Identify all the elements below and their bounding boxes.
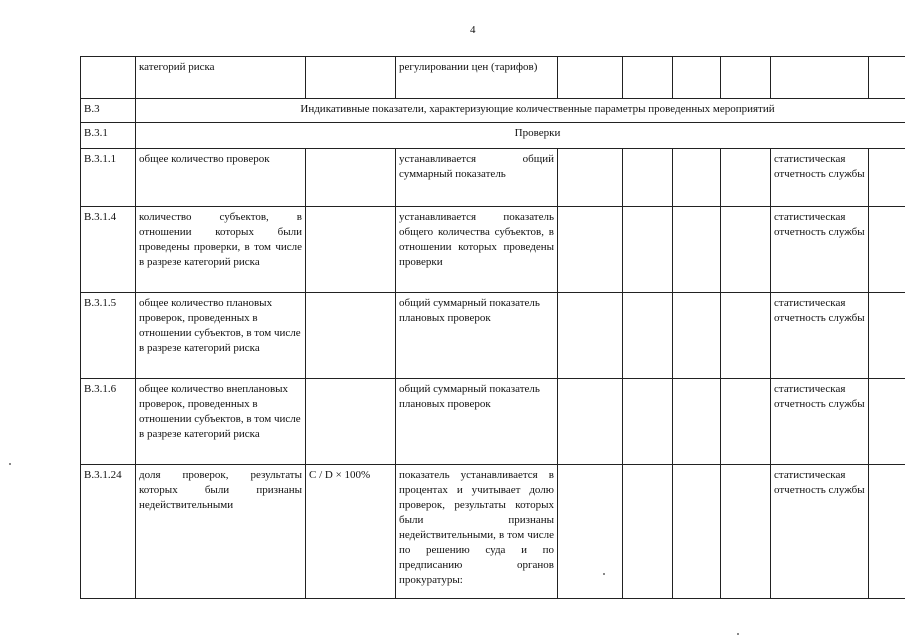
section-title: Индикативные показатели, характеризующие количественные параметры проведенных мероприятий <box>136 99 905 123</box>
cell-empty <box>623 465 673 599</box>
cell-empty <box>558 57 623 99</box>
cell-name: общее количество плановых проверок, проведенных в отношении субъектов, в том числе в разрезе категорий риска <box>136 293 306 379</box>
cell-empty <box>721 465 771 599</box>
cell-empty <box>623 379 673 465</box>
cell-empty <box>869 379 905 465</box>
cell-empty <box>869 57 905 99</box>
cell-name: общее количество проверок <box>136 149 306 207</box>
cell-source: статистическая отчетность службы <box>771 207 869 293</box>
cell-empty <box>623 293 673 379</box>
cell-empty <box>673 293 721 379</box>
cell-comment: общий суммарный показатель плановых проверок <box>396 379 558 465</box>
table-row <box>81 149 905 207</box>
cell-empty <box>558 379 623 465</box>
cell-empty <box>558 293 623 379</box>
cell-empty <box>623 207 673 293</box>
cell-formula <box>306 207 396 293</box>
cell-empty <box>721 379 771 465</box>
cell-empty <box>721 207 771 293</box>
cell-comment: устанавливается общий суммарный показатель <box>396 149 558 207</box>
cell-source: статистическая отчетность службы <box>771 379 869 465</box>
table-row <box>81 207 905 293</box>
cell-empty <box>673 149 721 207</box>
cell-empty <box>869 207 905 293</box>
cell-empty <box>673 465 721 599</box>
cell-empty <box>558 207 623 293</box>
cell-comment: общий суммарный показатель плановых проверок <box>396 293 558 379</box>
cell-empty <box>673 57 721 99</box>
cell-name: общее количество внеплановых проверок, проведенных в отношении субъектов, в том числе в разрезе категорий риска <box>136 379 306 465</box>
cell-comment: устанавливается показатель общего количества субъектов, в отношении которых проведены проверки <box>396 207 558 293</box>
section-code: В.3.1 <box>81 123 136 149</box>
section-row <box>81 99 905 123</box>
cell-formula <box>306 149 396 207</box>
scan-speck <box>9 463 11 465</box>
scan-speck <box>603 573 605 575</box>
section-code: В.3 <box>81 99 136 123</box>
table-row <box>81 379 905 465</box>
table-row <box>81 465 905 599</box>
cell-empty <box>623 57 673 99</box>
cell-code: В.3.1.5 <box>81 293 136 379</box>
cell-code: В.3.1.24 <box>81 465 136 599</box>
section-title: Проверки <box>136 123 905 149</box>
cell-comment: показатель устанавливается в процентах и учитывает долю проверок, результаты которых были признаны недействительными, в том числе по решению суда и по предписанию органов прокуратуры: <box>396 465 558 599</box>
cell-empty <box>558 465 623 599</box>
cell-source: статистическая отчетность службы <box>771 465 869 599</box>
table-row-continued <box>81 57 905 99</box>
cell-empty <box>869 293 905 379</box>
indicators-table <box>80 56 905 599</box>
cell-empty <box>869 149 905 207</box>
cell-source <box>771 57 869 99</box>
cell-name: категорий риска <box>136 57 306 99</box>
cell-empty <box>721 57 771 99</box>
cell-formula <box>306 57 396 99</box>
cell-code <box>81 57 136 99</box>
cell-name: количество субъектов, в отношении которых были проведены проверки, в том числе в разрезе категорий риска <box>136 207 306 293</box>
cell-source: статистическая отчетность службы <box>771 293 869 379</box>
cell-comment: регулировании цен (тарифов) <box>396 57 558 99</box>
cell-code: В.3.1.6 <box>81 379 136 465</box>
cell-empty <box>721 149 771 207</box>
cell-formula: C / D × 100% <box>306 465 396 599</box>
scan-speck <box>737 633 739 635</box>
cell-empty <box>673 207 721 293</box>
cell-code: В.3.1.4 <box>81 207 136 293</box>
cell-code: В.3.1.1 <box>81 149 136 207</box>
cell-empty <box>673 379 721 465</box>
cell-empty <box>869 465 905 599</box>
cell-source: статистическая отчетность службы <box>771 149 869 207</box>
cell-formula <box>306 379 396 465</box>
cell-formula <box>306 293 396 379</box>
table-row <box>81 293 905 379</box>
cell-empty <box>558 149 623 207</box>
cell-name: доля проверок, результаты которых были признаны недействительными <box>136 465 306 599</box>
section-row <box>81 123 905 149</box>
page-number: 4 <box>470 24 476 36</box>
cell-empty <box>721 293 771 379</box>
cell-empty <box>623 149 673 207</box>
